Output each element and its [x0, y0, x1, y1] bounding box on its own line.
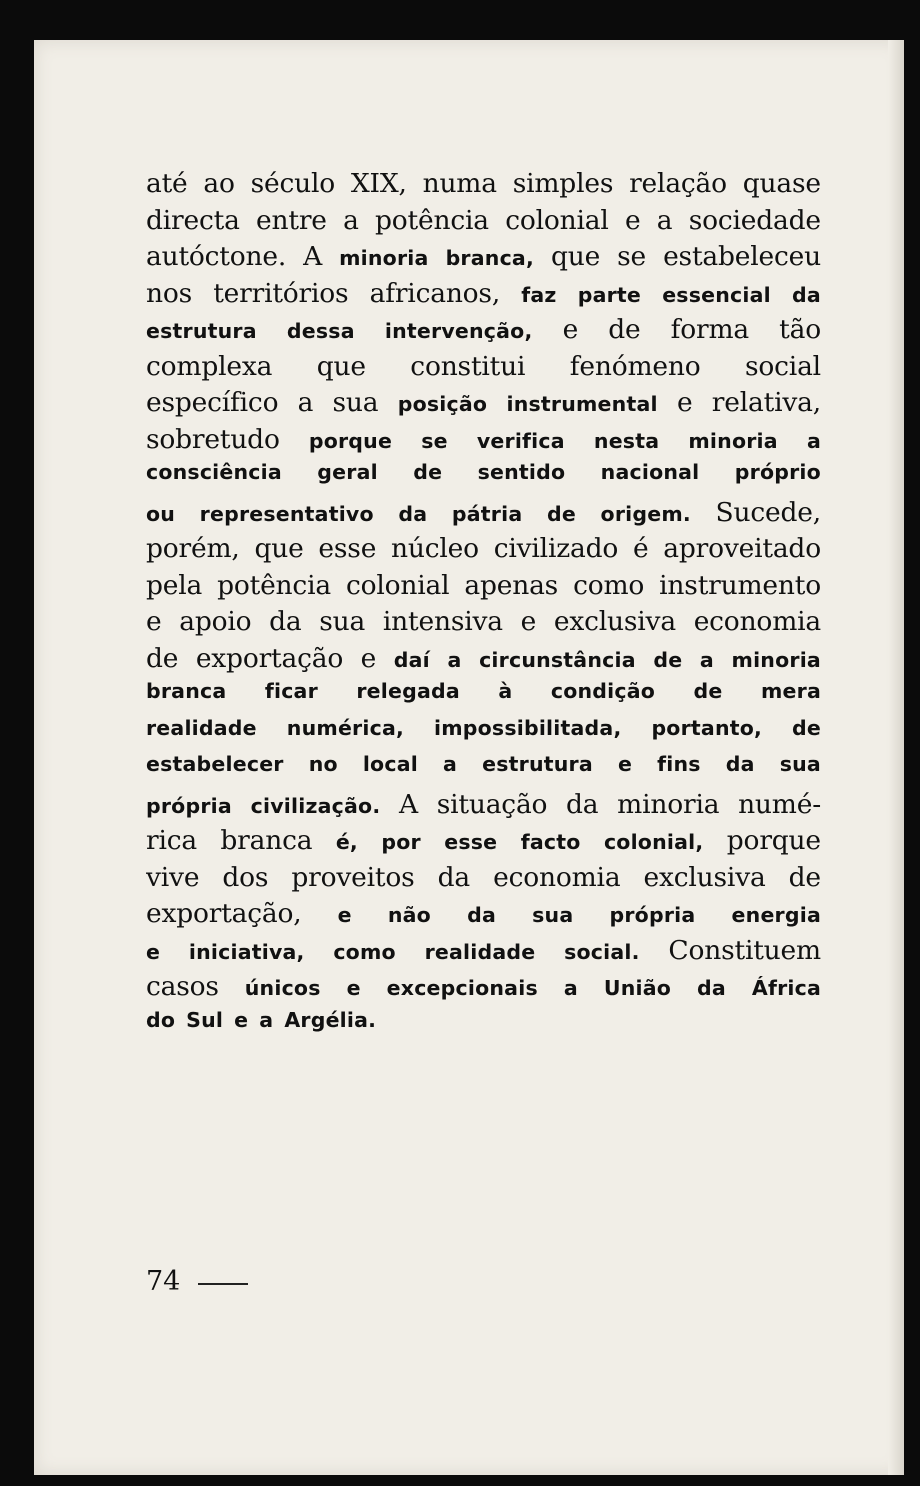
text-word: vive — [146, 861, 200, 893]
page-number: 74 — [146, 1266, 181, 1297]
text-word: estabeleceu — [663, 241, 821, 272]
text-line — [146, 862, 821, 899]
text-word: própria — [609, 903, 696, 927]
text-line — [146, 241, 821, 278]
text-line — [146, 460, 821, 497]
text-word: esse — [444, 830, 498, 854]
text-word: da — [697, 976, 726, 1000]
text-word: social. — [564, 939, 640, 964]
text-word: branca — [146, 679, 227, 703]
text-word: que — [316, 350, 366, 382]
text-word: de — [693, 679, 723, 703]
text-word: consciência — [146, 460, 282, 484]
page-footer — [146, 1266, 248, 1297]
text-word: e — [234, 1007, 249, 1032]
text-word: estrutura — [482, 752, 593, 776]
text-word: autóctone. — [146, 241, 287, 272]
text-word: exportação, — [146, 898, 302, 929]
text-word: civilizado — [493, 533, 619, 564]
text-word: numa — [422, 168, 497, 199]
text-word: nacional — [600, 460, 700, 484]
text-word: sua — [532, 903, 574, 927]
text-word: da — [269, 606, 302, 637]
text-line — [146, 716, 821, 753]
text-line — [146, 387, 821, 424]
text-word: a — [563, 976, 578, 1000]
text-word: intervenção, — [384, 319, 533, 343]
text-word: excepcionais — [386, 976, 538, 1000]
text-word: intensiva — [382, 606, 503, 637]
text-word: minoria — [731, 647, 821, 672]
text-line — [146, 1008, 821, 1045]
text-word: ficar — [264, 679, 318, 703]
text-word: é — [632, 533, 649, 564]
text-word: esse — [318, 533, 377, 564]
text-word: numérica, — [286, 715, 404, 740]
text-word: a — [806, 428, 821, 453]
text-word: da — [467, 903, 497, 927]
text-word: de — [788, 861, 821, 893]
text-word: simples — [512, 168, 614, 199]
text-word: complexa — [146, 350, 273, 382]
text-word: e — [677, 387, 693, 418]
text-word: Constituem — [668, 934, 821, 966]
text-word: realidade — [424, 939, 536, 964]
text-word: verifica — [476, 428, 565, 453]
text-word: potência — [217, 569, 331, 601]
text-word: casos — [146, 971, 219, 1002]
text-word: relação — [629, 168, 727, 199]
text-word: apenas — [464, 569, 559, 601]
text-word: e — [146, 606, 162, 637]
text-word: sobretudo — [146, 423, 280, 455]
text-word: potência — [375, 204, 489, 236]
text-word: e — [146, 939, 161, 964]
text-word: no — [308, 752, 338, 776]
text-word: de — [413, 460, 443, 484]
text-word: branca, — [445, 246, 534, 270]
text-word: se — [617, 241, 647, 272]
text-line — [146, 825, 821, 862]
text-word: por — [381, 830, 421, 854]
text-word: situação — [436, 788, 548, 820]
text-word: e — [337, 903, 352, 927]
text-line — [146, 351, 821, 388]
text-word: aproveitado — [663, 533, 821, 564]
text-word: e — [562, 314, 579, 345]
text-word: exclusiva — [643, 861, 766, 893]
text-word: minoria — [688, 428, 778, 453]
text-word: quase — [742, 168, 821, 199]
text-word: próprio — [734, 460, 821, 484]
text-word: que — [254, 533, 304, 564]
text-word: relativa, — [711, 387, 821, 418]
body-text — [146, 168, 821, 1044]
text-word: parte — [577, 282, 642, 307]
text-word: da — [437, 861, 471, 893]
text-word: não — [387, 903, 431, 927]
text-line — [146, 606, 821, 643]
text-word: rica — [146, 825, 197, 856]
text-word: da — [792, 282, 821, 307]
text-line — [146, 533, 821, 570]
text-word: sua — [332, 387, 379, 418]
text-word: posição — [397, 392, 488, 416]
text-word: directa — [146, 204, 240, 236]
text-word: A — [303, 241, 323, 272]
text-word: exportação — [195, 642, 344, 674]
text-word: numé- — [738, 788, 821, 820]
text-word: tão — [779, 314, 821, 345]
text-word: Sul — [186, 1007, 224, 1032]
text-word: nos — [146, 277, 193, 309]
text-word: pátria — [451, 501, 523, 526]
text-word: a — [443, 752, 458, 776]
text-word: núcleo — [391, 533, 479, 564]
text-word: estrutura — [146, 319, 257, 343]
text-word: é, — [335, 830, 358, 854]
text-line — [146, 168, 821, 205]
text-word: colonial — [345, 569, 450, 601]
text-word: dos — [222, 861, 269, 893]
text-word: entre — [256, 204, 327, 236]
text-line — [146, 971, 821, 1008]
text-word: do — [146, 1007, 176, 1032]
text-line — [146, 898, 821, 935]
text-word: Argélia. — [284, 1007, 377, 1032]
text-word: faz — [521, 282, 557, 307]
text-word: facto — [520, 830, 581, 854]
text-word: A — [399, 788, 418, 820]
text-word: origem. — [600, 501, 691, 526]
text-word: essencial — [662, 282, 771, 307]
text-word: realidade — [146, 715, 257, 740]
text-word: minoria — [339, 246, 429, 270]
text-word: e — [624, 204, 641, 236]
text-word: de — [546, 501, 576, 526]
text-word: sua — [319, 606, 366, 637]
text-word: de — [792, 715, 821, 740]
book-page — [34, 40, 904, 1475]
text-word: economia — [493, 861, 621, 893]
text-word: condição — [550, 679, 656, 703]
text-word: da — [398, 501, 428, 526]
text-word: geral — [317, 460, 378, 484]
text-word: e — [617, 752, 633, 776]
text-word: que — [550, 241, 601, 272]
text-word: social — [745, 350, 821, 382]
text-word: nesta — [593, 428, 660, 453]
text-word: século — [250, 168, 336, 199]
text-word: daí — [393, 647, 430, 672]
text-word: circunstância — [479, 647, 636, 672]
text-line — [146, 752, 821, 789]
text-word: como — [333, 939, 396, 964]
page-edge — [888, 40, 904, 1475]
text-word: XIX, — [350, 168, 407, 199]
text-word: Sucede, — [715, 496, 821, 528]
text-word: proveitos — [291, 861, 415, 893]
text-word: porque — [308, 428, 393, 453]
text-word: sentido — [477, 460, 566, 484]
text-word: exclusiva — [553, 606, 676, 637]
text-word: fins — [657, 752, 701, 776]
text-word: constitui — [410, 350, 526, 382]
text-word: minoria — [617, 788, 720, 820]
text-word: iniciativa, — [188, 939, 305, 964]
text-word: energia — [731, 903, 821, 927]
text-word: porque — [726, 825, 821, 856]
text-word: específico — [146, 387, 279, 418]
text-word: impossibilitada, — [433, 715, 622, 740]
text-word: e — [520, 606, 537, 637]
text-line — [146, 314, 821, 351]
text-word: forma — [670, 314, 750, 345]
text-line — [146, 679, 821, 716]
text-word: instrumento — [659, 569, 821, 601]
text-word: e — [346, 976, 361, 1000]
text-word: únicos — [244, 976, 321, 1000]
text-word: e — [360, 642, 377, 674]
text-line — [146, 424, 821, 461]
text-word: da — [566, 788, 599, 820]
text-word: a — [343, 204, 359, 236]
text-word: sua — [779, 752, 821, 776]
text-word: dessa — [286, 319, 355, 343]
text-word: economia — [693, 606, 821, 637]
text-word: a — [447, 647, 462, 672]
text-word: mera — [760, 679, 821, 703]
text-word: à — [498, 679, 513, 703]
text-word: estabelecer — [146, 752, 284, 776]
text-word: a — [297, 387, 314, 418]
text-word: branca — [220, 825, 313, 856]
text-word: da — [725, 752, 755, 776]
text-word: porém, — [146, 533, 240, 564]
text-word: ou — [146, 501, 176, 526]
text-word: se — [421, 428, 448, 453]
text-word: local — [362, 752, 418, 776]
text-word: União — [603, 976, 672, 1000]
text-line — [146, 278, 821, 315]
text-word: de — [146, 642, 179, 674]
text-word: portanto, — [651, 715, 763, 740]
text-line — [146, 643, 821, 680]
text-word: africanos, — [369, 277, 501, 309]
text-word: a — [259, 1007, 274, 1032]
text-line — [146, 935, 821, 972]
text-word: a — [699, 647, 714, 672]
text-word: de — [608, 314, 641, 345]
text-word: de — [653, 647, 683, 672]
text-word: ao — [203, 168, 235, 199]
text-word: colonial, — [603, 830, 704, 854]
text-line — [146, 570, 821, 607]
text-word: relegada — [356, 679, 460, 703]
text-word: representativo — [199, 501, 374, 526]
text-word: pela — [146, 569, 203, 601]
text-word: própria — [146, 793, 232, 818]
text-word: apoio — [179, 606, 252, 637]
text-word: a — [656, 204, 673, 236]
text-word: como — [573, 569, 645, 601]
text-line — [146, 497, 821, 534]
footer-rule — [198, 1283, 248, 1285]
text-word: territórios — [213, 277, 349, 309]
text-word: África — [751, 976, 821, 1000]
text-word: civilização. — [250, 793, 381, 818]
text-word: sociedade — [688, 204, 821, 236]
text-line — [146, 205, 821, 242]
text-word: até — [146, 168, 188, 199]
text-word: instrumental — [506, 392, 658, 416]
text-line — [146, 789, 821, 826]
text-word: fenómeno — [569, 350, 701, 382]
text-word: colonial — [505, 204, 609, 236]
